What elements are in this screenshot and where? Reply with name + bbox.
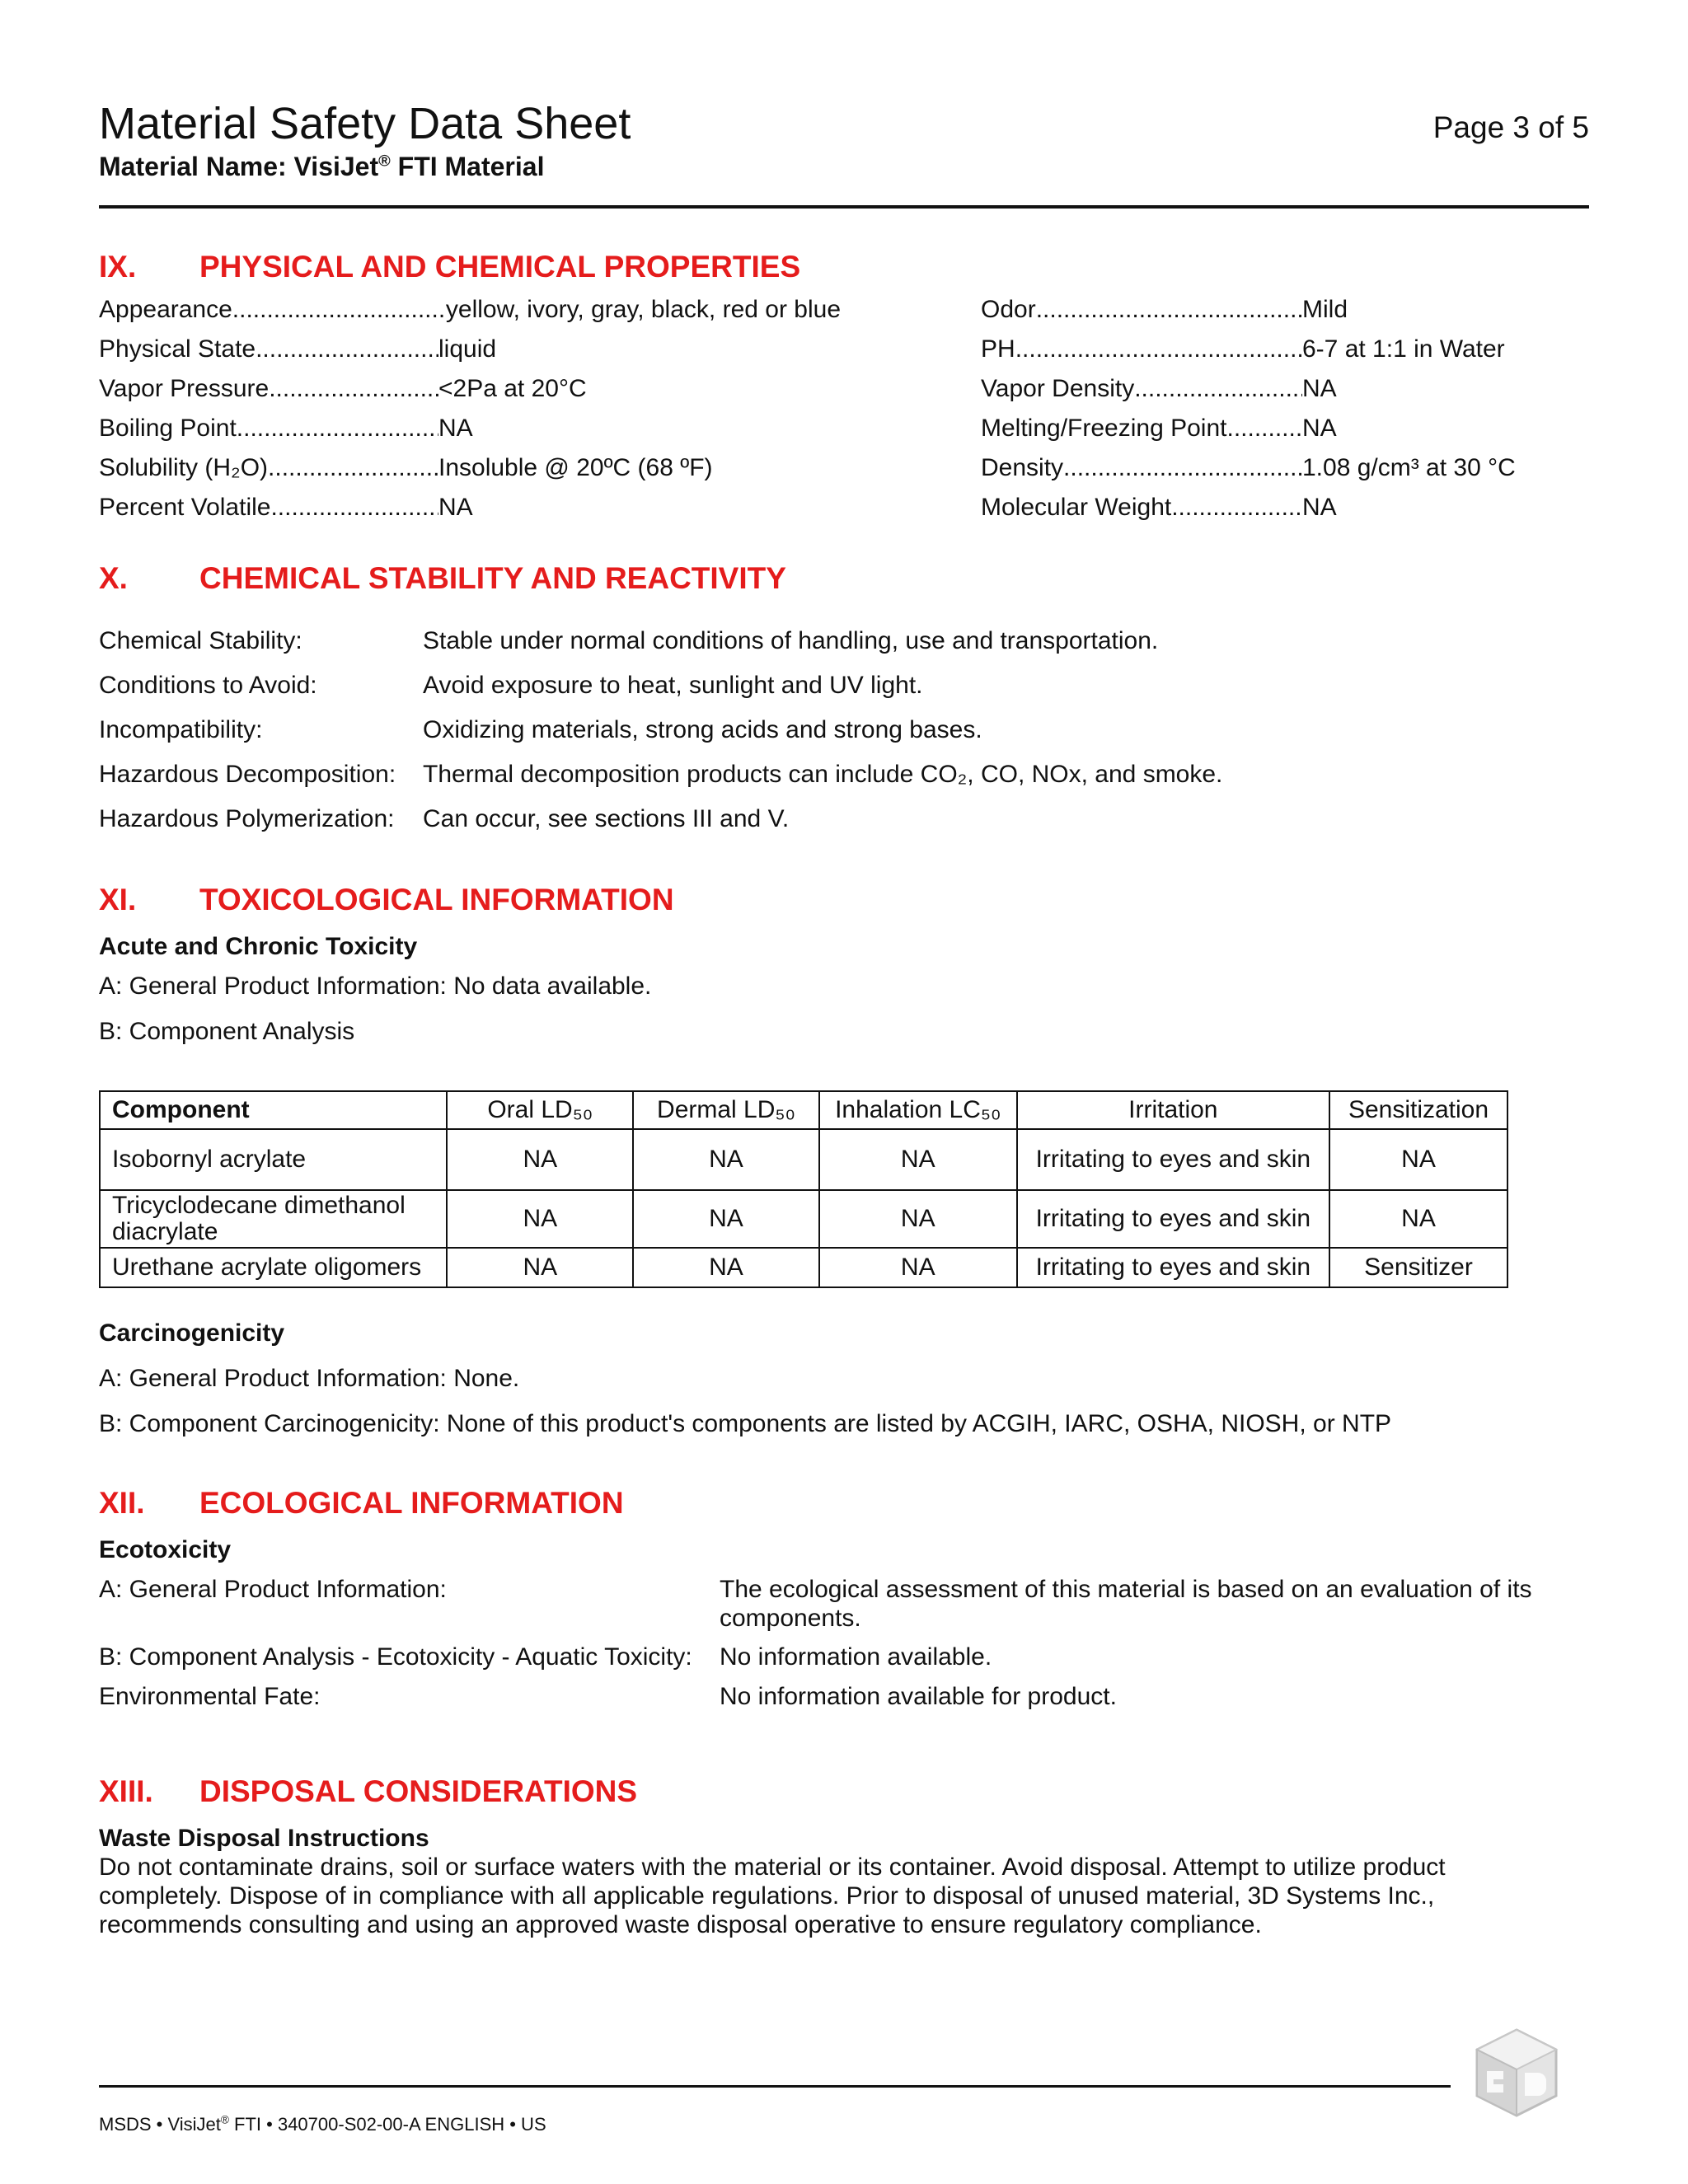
property-percent-volatile: Percent Volatile ..... NA (99, 492, 841, 523)
3d-systems-logo (1467, 2023, 1566, 2122)
property-odor: Odor ..... Mild (981, 294, 1574, 326)
table-cell: NA (447, 1248, 633, 1287)
section-11-heading: XI. TOXICOLOGICAL INFORMATION (99, 883, 674, 916)
ecotoxicity-heading: Ecotoxicity (99, 1536, 232, 1563)
table-cell: NA (633, 1190, 819, 1248)
property-ph: PH ..... 6-7 at 1:1 in Water (981, 334, 1574, 365)
eco-value: No information available. (720, 1643, 992, 1671)
section-13-heading: XIII. DISPOSAL CONSIDERATIONS (99, 1774, 638, 1808)
table-cell: NA (447, 1129, 633, 1190)
table-cell: NA (1329, 1129, 1507, 1190)
column-header: Dermal LD₅₀ (633, 1091, 819, 1129)
table-cell: Isobornyl acrylate (100, 1129, 447, 1190)
table-row (100, 1190, 1507, 1248)
eco-value: No information available for product. (720, 1683, 1117, 1710)
carcinogenicity-general: A: General Product Information: None. (99, 1365, 520, 1392)
table-cell: NA (447, 1190, 633, 1248)
property-density: Density ..... 1.08 g/cm³ at 30 °C (981, 452, 1574, 484)
header-rule (99, 205, 1589, 209)
table-header-row (100, 1091, 1507, 1129)
page-number: Page 3 of 5 (1432, 110, 1589, 144)
property-melting-point: Melting/Freezing Point ..... NA (981, 413, 1574, 444)
property-appearance: Appearance ..... yellow, ivory, gray, black, red or blue (99, 294, 841, 326)
disposal-text-line: completely. Dispose of in compliance with all applicable regulations. Prior to disposal of unused material, 3D Systems Inc., (99, 1882, 1435, 1910)
eco-key: B: Component Analysis - Ecotoxicity - Aquatic Toxicity: (99, 1643, 692, 1671)
property-boiling-point: Boiling Point ..... NA (99, 413, 841, 444)
column-header: Sensitization (1329, 1091, 1507, 1129)
carcinogenicity-heading: Carcinogenicity (99, 1319, 285, 1347)
table-cell: NA (633, 1248, 819, 1287)
table-cell: Tricyclodecane dimethanol diacrylate (100, 1190, 447, 1248)
footer-rule (99, 2085, 1451, 2088)
acute-general-info: A: General Product Information: No data available. (99, 972, 652, 1000)
table-cell: Irritating to eyes and skin (1017, 1129, 1329, 1190)
table-cell: NA (819, 1248, 1017, 1287)
waste-disposal-heading: Waste Disposal Instructions (99, 1825, 429, 1852)
eco-value: The ecological assessment of this material is based on an evaluation of its (720, 1576, 1532, 1603)
table-cell: NA (1329, 1190, 1507, 1248)
carcinogenicity-component: B: Component Carcinogenicity: None of this product's components are listed by ACGIH, IARC, OSHA, NIOSH, or NTP (99, 1410, 1392, 1437)
table-cell: Irritating to eyes and skin (1017, 1248, 1329, 1287)
column-header: Component (100, 1091, 447, 1129)
property-physical-state: Physical State ..... liquid (99, 334, 841, 365)
table-row (100, 1129, 1507, 1190)
section-9-heading: IX. PHYSICAL AND CHEMICAL PROPERTIES (99, 250, 801, 284)
column-header: Irritation (1017, 1091, 1329, 1129)
toxicity-table (99, 1090, 1508, 1288)
footer-text: MSDS • VisiJet® FTI • 340700-S02-00-A ENGLISH • US (99, 2113, 546, 2135)
table-cell: Irritating to eyes and skin (1017, 1190, 1329, 1248)
disposal-text-line: recommends consulting and using an approved waste disposal operative to ensure regulatory compliance. (99, 1911, 1262, 1938)
eco-value: components. (720, 1605, 861, 1632)
material-name: Material Name: VisiJet® FTI Material (99, 152, 545, 181)
table-cell: NA (819, 1129, 1017, 1190)
acute-component-analysis: B: Component Analysis (99, 1018, 355, 1045)
table-cell: Sensitizer (1329, 1248, 1507, 1287)
acute-toxicity-heading: Acute and Chronic Toxicity (99, 933, 418, 960)
section-10-heading: X. CHEMICAL STABILITY AND REACTIVITY (99, 561, 786, 595)
column-header: Inhalation LC₅₀ (819, 1091, 1017, 1129)
column-header: Oral LD₅₀ (447, 1091, 633, 1129)
property-vapor-pressure: Vapor Pressure ..... <2Pa at 20°C (99, 373, 841, 405)
eco-key: A: General Product Information: (99, 1576, 447, 1603)
table-cell: Urethane acrylate oligomers (100, 1248, 447, 1287)
table-cell: NA (633, 1129, 819, 1190)
property-solubility: Solubility (H₂O) ..... Insoluble @ 20ºC (68 ºF) (99, 452, 841, 484)
document-title: Material Safety Data Sheet (99, 99, 631, 148)
section-12-heading: XII. ECOLOGICAL INFORMATION (99, 1486, 624, 1520)
disposal-text-line: Do not contaminate drains, soil or surface waters with the material or its container. Avoid disposal. Attempt to utilize product (99, 1854, 1446, 1881)
table-cell: NA (819, 1190, 1017, 1248)
property-vapor-density: Vapor Density ..... NA (981, 373, 1574, 405)
eco-key: Environmental Fate: (99, 1683, 321, 1710)
table-row (100, 1248, 1507, 1287)
property-molecular-weight: Molecular Weight ..... NA (981, 492, 1574, 523)
